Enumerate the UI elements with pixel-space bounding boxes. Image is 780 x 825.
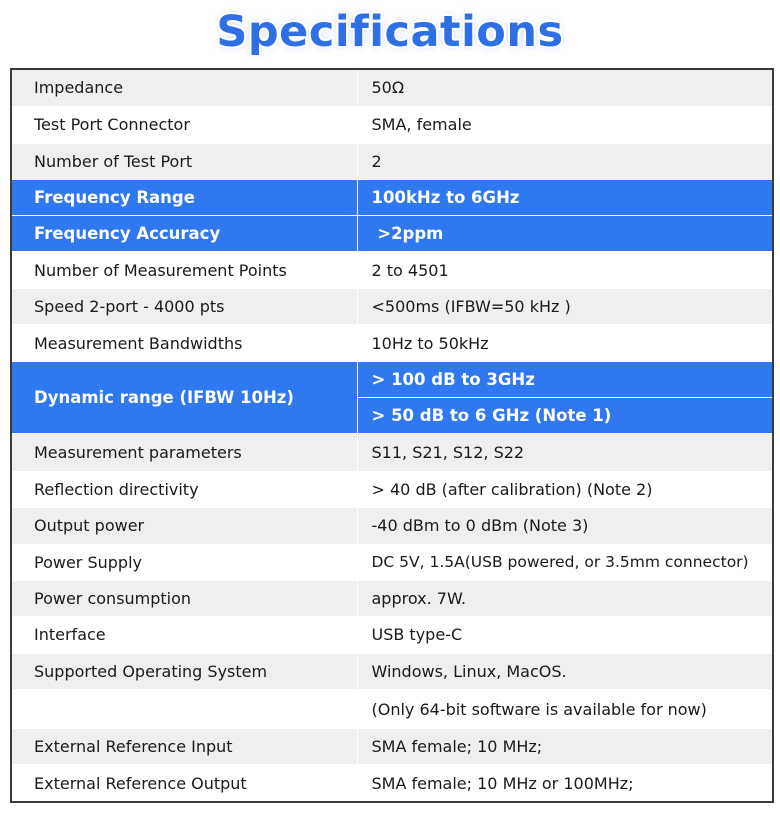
- spec-value: SMA, female: [357, 106, 773, 143]
- spec-value: DC 5V, 1.5A(USB powered, or 3.5mm connector): [357, 544, 773, 580]
- spec-label: Speed 2-port - 4000 pts: [11, 289, 357, 325]
- table-row: [11, 69, 773, 106]
- spec-value: 100kHz to 6GHz: [357, 179, 773, 215]
- spec-label: Dynamic range (IFBW 10Hz): [11, 362, 357, 434]
- spec-label: Interface: [11, 616, 357, 653]
- table-row: [11, 507, 773, 544]
- spec-label: External Reference Input: [11, 729, 357, 765]
- spec-value: <500ms (IFBW=50 kHz ): [357, 289, 773, 325]
- spec-value: > 100 dB to 3GHz: [357, 362, 773, 398]
- table-row: [11, 729, 773, 765]
- spec-value: -40 dBm to 0 dBm (Note 3): [357, 507, 773, 544]
- specifications-table: [10, 68, 774, 803]
- table-row: [11, 580, 773, 616]
- spec-value: SMA female; 10 MHz;: [357, 729, 773, 765]
- table-row: [11, 434, 773, 471]
- spec-label: Reflection directivity: [11, 471, 357, 507]
- spec-value: approx. 7W.: [357, 580, 773, 616]
- table-row-highlight: [11, 362, 773, 398]
- spec-label: Frequency Accuracy: [11, 215, 357, 251]
- spec-label: Frequency Range: [11, 179, 357, 215]
- page-title: Specifications: [216, 7, 564, 57]
- table-row: [11, 544, 773, 580]
- table-row: [11, 654, 773, 690]
- spec-value: 50Ω: [357, 69, 773, 106]
- spec-label: Number of Test Port: [11, 143, 357, 179]
- table-row-highlight: [11, 215, 773, 251]
- table-row: [11, 143, 773, 179]
- spec-label: Output power: [11, 507, 357, 544]
- spec-label: Supported Operating System: [11, 654, 357, 690]
- spec-label: Test Port Connector: [11, 106, 357, 143]
- table-row: [11, 471, 773, 507]
- table-row: [11, 106, 773, 143]
- spec-value: 2: [357, 143, 773, 179]
- spec-value: 2 to 4501: [357, 251, 773, 288]
- spec-value: Windows, Linux, MacOS.: [357, 654, 773, 690]
- table-row: [11, 690, 773, 729]
- table-row: [11, 616, 773, 653]
- table-row: [11, 325, 773, 362]
- spec-label: Power Supply: [11, 544, 357, 580]
- spec-value: > 40 dB (after calibration) (Note 2): [357, 471, 773, 507]
- spec-label: External Reference Output: [11, 765, 357, 802]
- spec-value: > 50 dB to 6 GHz (Note 1): [357, 398, 773, 434]
- spec-label: Measurement Bandwidths: [11, 325, 357, 362]
- spec-value: 10Hz to 50kHz: [357, 325, 773, 362]
- spec-value: USB type-C: [357, 616, 773, 653]
- table-row: [11, 289, 773, 325]
- table-row: [11, 251, 773, 288]
- spec-label: Measurement parameters: [11, 434, 357, 471]
- table-row-highlight: [11, 179, 773, 215]
- spec-value: >2ppm: [357, 215, 773, 251]
- spec-label: Number of Measurement Points: [11, 251, 357, 288]
- table-row: [11, 765, 773, 802]
- spec-label: Power consumption: [11, 580, 357, 616]
- spec-value: SMA female; 10 MHz or 100MHz;: [357, 765, 773, 802]
- spec-value: S11, S21, S12, S22: [357, 434, 773, 471]
- spec-value: (Only 64-bit software is available for now): [357, 690, 773, 729]
- spec-label: Impedance: [11, 69, 357, 106]
- spec-label: [11, 690, 357, 729]
